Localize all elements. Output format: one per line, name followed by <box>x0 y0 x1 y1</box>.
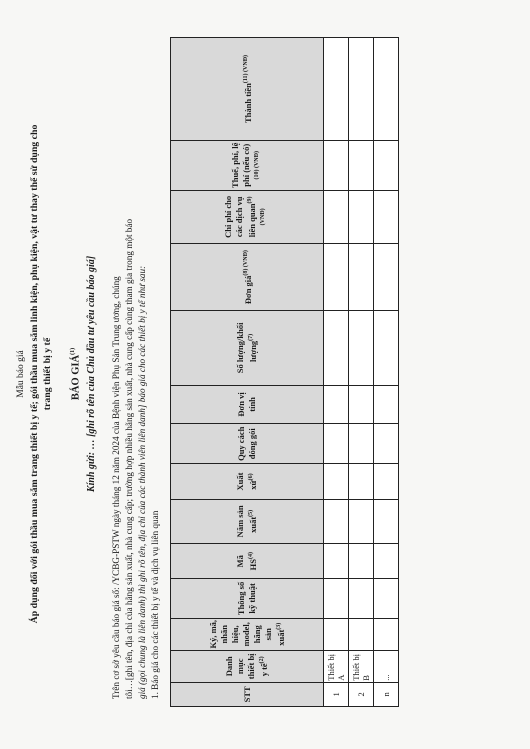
intro-paragraph-3: giá (gọi chung là liên danh) thì ghi rõ tên, địa chỉ của các thành viên liên danh] báo giá cho các thiết bị y tế như sau: <box>137 265 147 699</box>
column-header-note: (6) <box>248 473 255 481</box>
table-cell <box>374 579 399 618</box>
column-header-note: (8) (VNĐ) <box>242 250 249 276</box>
table-cell <box>349 579 374 618</box>
rotated-content <box>12 29 512 719</box>
column-header-text: STT <box>241 686 252 703</box>
table-cell <box>349 544 374 579</box>
column-header-note: (7) <box>248 333 255 341</box>
intro-paragraph-2: tôi…[ghi tên, địa chỉ của hãng sản xuất, nhà cung cấp; trường hợp nhiều hãng sản xuất, nhà cung cấp cùng tham gia trong một báo <box>124 218 134 699</box>
table-cell <box>349 190 374 244</box>
table-cell <box>324 424 349 464</box>
table-row <box>324 38 349 707</box>
column-header-text: Số lượng/khối lượng <box>235 322 258 374</box>
table-header-row <box>171 38 324 707</box>
column-header <box>171 682 324 706</box>
table-cell <box>374 499 399 544</box>
table-cell <box>349 464 374 499</box>
scope-line-2: trang thiết bị y tế <box>42 337 53 411</box>
table-cell <box>374 244 399 311</box>
column-header-note: (9) (VNĐ) <box>247 196 266 226</box>
table-cell <box>324 544 349 579</box>
table-cell <box>324 499 349 544</box>
table-cell <box>374 190 399 244</box>
table-cell <box>349 244 374 311</box>
table-row <box>349 38 374 707</box>
table-row <box>374 38 399 707</box>
column-header-text: Mã HS <box>235 555 258 571</box>
table-cell <box>324 385 349 423</box>
table-cell <box>374 385 399 423</box>
column-header <box>171 499 324 544</box>
column-header-note: (3) <box>275 622 282 630</box>
column-header <box>171 464 324 499</box>
section-heading: 1. Báo giá cho các thiết bị y tế và dịch vụ liên quan <box>150 510 160 699</box>
column-header <box>171 311 324 386</box>
table-cell <box>349 424 374 464</box>
column-header <box>171 618 324 650</box>
column-header-note: (2) <box>259 656 266 664</box>
column-header <box>171 579 324 618</box>
table-cell <box>349 618 374 650</box>
table-cell <box>324 190 349 244</box>
table-cell <box>324 140 349 190</box>
column-header-note: (4) <box>248 552 255 560</box>
row-number: 1 <box>324 682 349 706</box>
column-header-text: Ký, mã, nhãn hiệu, model, hãng sản xuất <box>207 619 286 649</box>
table-cell <box>374 464 399 499</box>
table-cell <box>324 311 349 386</box>
table-cell <box>349 311 374 386</box>
column-header-text: Chi phí cho các dịch vụ liên quan <box>223 195 257 238</box>
quote-table <box>170 37 399 707</box>
column-header <box>171 140 324 190</box>
table-cell <box>349 38 374 141</box>
table-cell <box>374 618 399 650</box>
column-header <box>171 244 324 311</box>
table-cell <box>324 38 349 141</box>
table-cell <box>324 618 349 650</box>
form-label: Mẫu báo giá <box>16 350 26 398</box>
column-header-text: Đơn vị tính <box>236 392 257 417</box>
column-header <box>171 544 324 579</box>
column-header-text: Thành tiền <box>242 83 253 124</box>
column-header-text: Thông số kỹ thuật <box>236 581 257 616</box>
table-cell <box>324 464 349 499</box>
column-header-text: Năm sản xuất <box>235 505 258 538</box>
scope-line: Áp dụng đối với gói thầu mua sắm trang thiết bị y tế; gói thầu mua sắm linh kiện, phụ kiện, vật tư thay thế sử dụng cho <box>29 124 40 624</box>
column-header <box>171 38 324 141</box>
column-header <box>171 190 324 244</box>
document-title: BÁO GIÁ$^{(1)}$ <box>70 347 82 401</box>
row-item-name: Thiết bị B <box>349 650 374 682</box>
table-cell <box>374 38 399 141</box>
table-cell <box>374 140 399 190</box>
column-header-text: Quy cách đóng gói <box>236 426 257 461</box>
table-cell <box>374 311 399 386</box>
table-cell <box>324 579 349 618</box>
column-header-text: Danh mục thiết bị y tế <box>224 653 269 680</box>
column-header <box>171 424 324 464</box>
table-cell <box>349 499 374 544</box>
column-header-note: (5) <box>248 509 255 517</box>
recipient-line: Kính gửi: … [ghi rõ tên của Chủ đầu tư yêu cầu báo giá] <box>86 255 97 493</box>
table-cell <box>349 385 374 423</box>
table-cell <box>324 244 349 311</box>
column-header-text: Thuế, phí, lệ phí (nếu có) <box>229 142 251 188</box>
table-body <box>324 38 399 707</box>
row-item-name: ... <box>374 650 399 682</box>
column-header <box>171 385 324 423</box>
intro-paragraph: Trên cơ sở yêu cầu báo giá số: /YCBG-PSTW ngày tháng 12 năm 2024 của Bệnh viện Phụ Sản Trung ương, chúng <box>111 276 121 699</box>
column-header-text: Đơn giá <box>242 275 253 305</box>
column-header <box>171 650 324 682</box>
table-cell <box>349 140 374 190</box>
row-item-name: Thiết bị A <box>324 650 349 682</box>
table-cell <box>374 544 399 579</box>
column-header-note: (11) (VNĐ) <box>242 54 249 84</box>
row-number: n <box>374 682 399 706</box>
column-header-note: (10) (VNĐ) <box>253 151 260 180</box>
row-number: 2 <box>349 682 374 706</box>
table-cell <box>374 424 399 464</box>
column-header-text: Xuất xứ <box>235 472 258 491</box>
